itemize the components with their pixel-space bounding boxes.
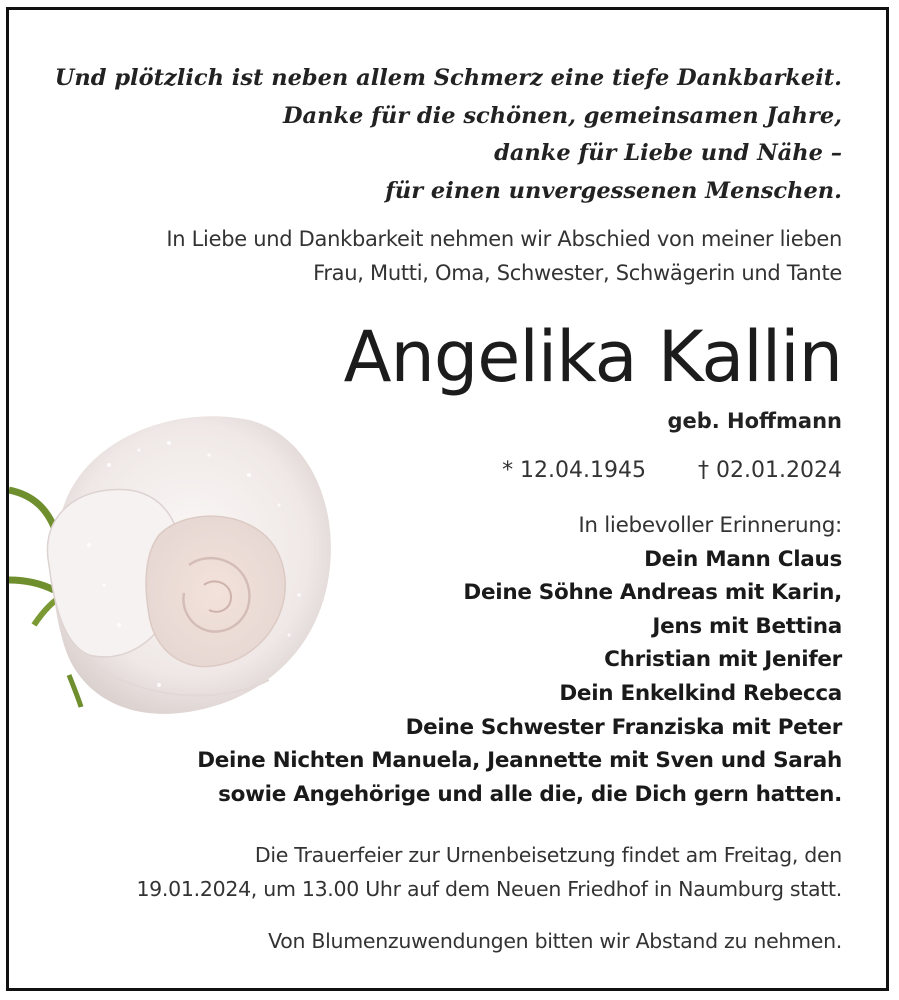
death-date: † 02.01.2024: [698, 458, 842, 483]
intro-line: Frau, Mutti, Oma, Schwester, Schwägerin und Tante: [313, 261, 842, 285]
motto-verse: [55, 60, 842, 210]
funeral-notice: [136, 838, 842, 906]
flowers-note: Von Blumenzuwendungen bitten wir Abstand zu nehmen.: [268, 929, 842, 953]
funeral-line: 19.01.2024, um 13.00 Uhr auf dem Neuen Friedhof in Naumburg statt.: [136, 877, 842, 901]
mourner-line: Dein Enkelkind Rebecca: [559, 680, 842, 706]
mourner-line: Deine Nichten Manuela, Jeannette mit Sven und Sarah: [197, 748, 842, 774]
life-dates: [502, 453, 842, 489]
birth-date: * 12.04.1945: [502, 458, 647, 483]
funeral-line: Die Trauerfeier zur Urnenbeisetzung findet am Freitag, den: [254, 843, 842, 867]
obituary-frame: [6, 7, 889, 991]
deceased-name: Angelika Kallin: [343, 316, 842, 398]
motto-line: für einen unvergessenen Menschen.: [385, 177, 842, 204]
mourners-list: [197, 509, 842, 811]
mourners-lead: In liebevoller Erinnerung:: [578, 513, 842, 538]
motto-line: danke für Liebe und Nähe –: [494, 140, 842, 166]
mourner-line: Dein Mann Claus: [644, 546, 842, 572]
intro-text: [166, 222, 842, 290]
motto-line: Danke für die schönen, gemeinsamen Jahre,: [283, 102, 842, 129]
motto-line: Und plötzlich ist neben allem Schmerz eine tiefe Dankbarkeit.: [54, 65, 842, 91]
mourner-line: Deine Söhne Andreas mit Karin,: [463, 580, 842, 606]
mourner-line: Deine Schwester Franziska mit Peter: [405, 714, 842, 740]
mourner-line: sowie Angehörige und alle die, die Dich gern hatten.: [218, 781, 842, 807]
mourner-line: Jens mit Bettina: [652, 613, 842, 639]
intro-line: In Liebe und Dankbarkeit nehmen wir Abschied von meiner lieben: [166, 227, 842, 251]
mourner-line: Christian mit Jenifer: [604, 647, 842, 673]
maiden-name: geb. Hoffmann: [667, 409, 842, 433]
